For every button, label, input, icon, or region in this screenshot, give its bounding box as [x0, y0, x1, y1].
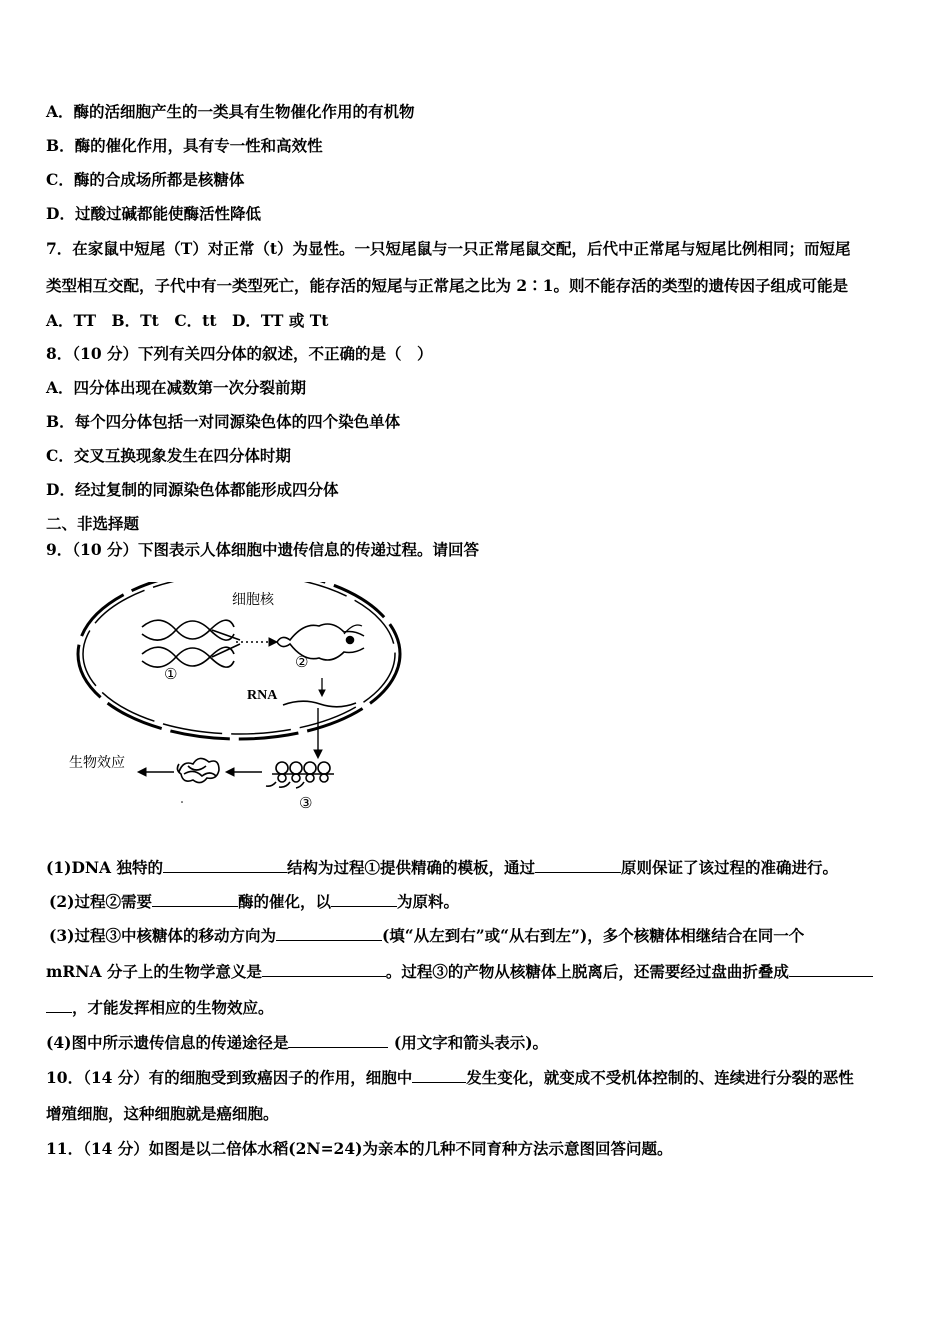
- q7-options: A．TT B．Tt C．tt D．TT 或 Tt: [46, 311, 329, 330]
- q9-part3-line2: [46, 960, 873, 983]
- down-arrow-icon: [319, 678, 325, 696]
- q9-part1-text-a: (1)DNA 独特的: [46, 858, 163, 877]
- q9-part3-text-a: (3)过程③中核糖体的移动方向为: [49, 926, 276, 945]
- q8-stem: 8．（10 分）下列有关四分体的叙述，不正确的是（ ）: [46, 344, 433, 363]
- q9-part3-text-e: ，才能发挥相应的生物效应。: [72, 998, 274, 1017]
- answer-blank-7[interactable]: [789, 960, 873, 977]
- q8-option-a: A．四分体出现在减数第一次分裂前期: [46, 378, 307, 397]
- q9-part4-text-b: (用文字和箭头表示)。: [388, 1033, 549, 1052]
- gene-expression-diagram: [64, 582, 414, 817]
- answer-blank-1[interactable]: [163, 856, 287, 873]
- q9-part2: [49, 890, 459, 913]
- export-arrow-icon: [314, 708, 322, 758]
- q11-stem: 11．（14 分）如图是以二倍体水稻(2N=24)为亲本的几种不同育种方法示意图回答问题。: [46, 1139, 673, 1158]
- answer-blank-7-cont[interactable]: [46, 996, 72, 1013]
- nucleus-label: 细胞核: [232, 592, 274, 608]
- q8-option-b: B．每个四分体包括一对同源染色体的四个染色单体: [46, 412, 401, 431]
- left-arrow-icon-2: [138, 768, 174, 776]
- q9-part3-line3: [46, 996, 274, 1019]
- answer-blank-3[interactable]: [152, 890, 238, 907]
- q8-option-d: D．经过复制的同源染色体都能形成四分体: [46, 480, 339, 499]
- q9-part3-line1: [49, 924, 804, 947]
- answer-blank-2[interactable]: [535, 856, 621, 873]
- section-heading: 二、非选择题: [46, 514, 140, 533]
- dotted-arrow-icon: [236, 638, 277, 646]
- answer-blank-4[interactable]: [331, 890, 397, 907]
- transcription-bubble-icon: [277, 624, 364, 660]
- biological-effect-label: 生物效应: [69, 755, 125, 771]
- q9-part1: [46, 856, 838, 879]
- process-3-mark: ③: [299, 794, 313, 812]
- q9-part3-text-d: 。过程③的产物从核糖体上脱离后，还需要经过盘曲折叠成: [385, 962, 789, 981]
- process-2-mark: ②: [295, 653, 309, 671]
- dna-helix-icon: [142, 620, 240, 667]
- q9-stem: 9．（10 分）下图表示人体细胞中遗传信息的传递过程。请回答: [46, 540, 480, 559]
- q9-part2-text-c: 为原料。: [396, 892, 459, 911]
- q7-stem-line1: 7．在家鼠中短尾（T）对正常（t）为显性。一只短尾鼠与一只正常尾鼠交配，后代中正常尾与短尾比例相同；而短尾: [46, 239, 851, 258]
- q6-option-c: C．酶的合成场所都是核糖体: [46, 170, 245, 189]
- polysome-icon: [266, 762, 334, 788]
- rna-label: RNA: [247, 688, 278, 703]
- q9-part2-text-a: (2)过程②需要: [49, 892, 152, 911]
- q9-part3-text-b: (填“从左到右”或“从右到左”)，多个核糖体相继结合在同一个: [381, 926, 805, 945]
- q9-part2-text-b: 酶的催化，以: [237, 892, 331, 911]
- q9-part1-text-c: 原则保证了该过程的准确进行。: [621, 858, 839, 877]
- q6-option-a: A．酶的活细胞产生的一类具有生物催化作用的有机物: [46, 102, 415, 121]
- rna-strand-icon: [283, 701, 356, 707]
- left-arrow-icon-1: [226, 768, 262, 776]
- q8-option-c: C．交叉互换现象发生在四分体时期: [46, 446, 291, 465]
- process-1-mark: ①: [164, 665, 178, 683]
- q9-part4: [46, 1031, 548, 1054]
- q10-text-a: 10．（14 分）有的细胞受到致癌因子的作用，细胞中: [46, 1068, 413, 1087]
- q9-part4-text-a: (4)图中所示遗传信息的传递途径是: [46, 1033, 289, 1052]
- q9-part3-text-c: mRNA 分子上的生物学意义是: [46, 962, 262, 981]
- q10-text-b: 发生变化，就变成不受机体控制的、连续进行分裂的恶性: [466, 1068, 854, 1087]
- answer-blank-8[interactable]: [288, 1031, 388, 1048]
- answer-blank-6[interactable]: [262, 960, 386, 977]
- q10-line1: [46, 1066, 854, 1089]
- q7-stem-line2: 类型相互交配，子代中有一类型死亡，能存活的短尾与正常尾之比为 2∶1。则不能存活的类型的遗传因子组成可能是: [46, 276, 848, 295]
- q6-option-d: D．过酸过碱都能使酶活性降低: [46, 204, 261, 223]
- q6-option-b: B．酶的催化作用，具有专一性和高效性: [46, 136, 323, 155]
- answer-blank-9[interactable]: [412, 1066, 466, 1083]
- q10-line2: 增殖细胞，这种细胞就是癌细胞。: [46, 1104, 279, 1123]
- folded-protein-icon: [177, 758, 219, 782]
- answer-blank-5[interactable]: [276, 924, 382, 941]
- q9-part1-text-b: 结构为过程①提供精确的模板，通过: [286, 858, 535, 877]
